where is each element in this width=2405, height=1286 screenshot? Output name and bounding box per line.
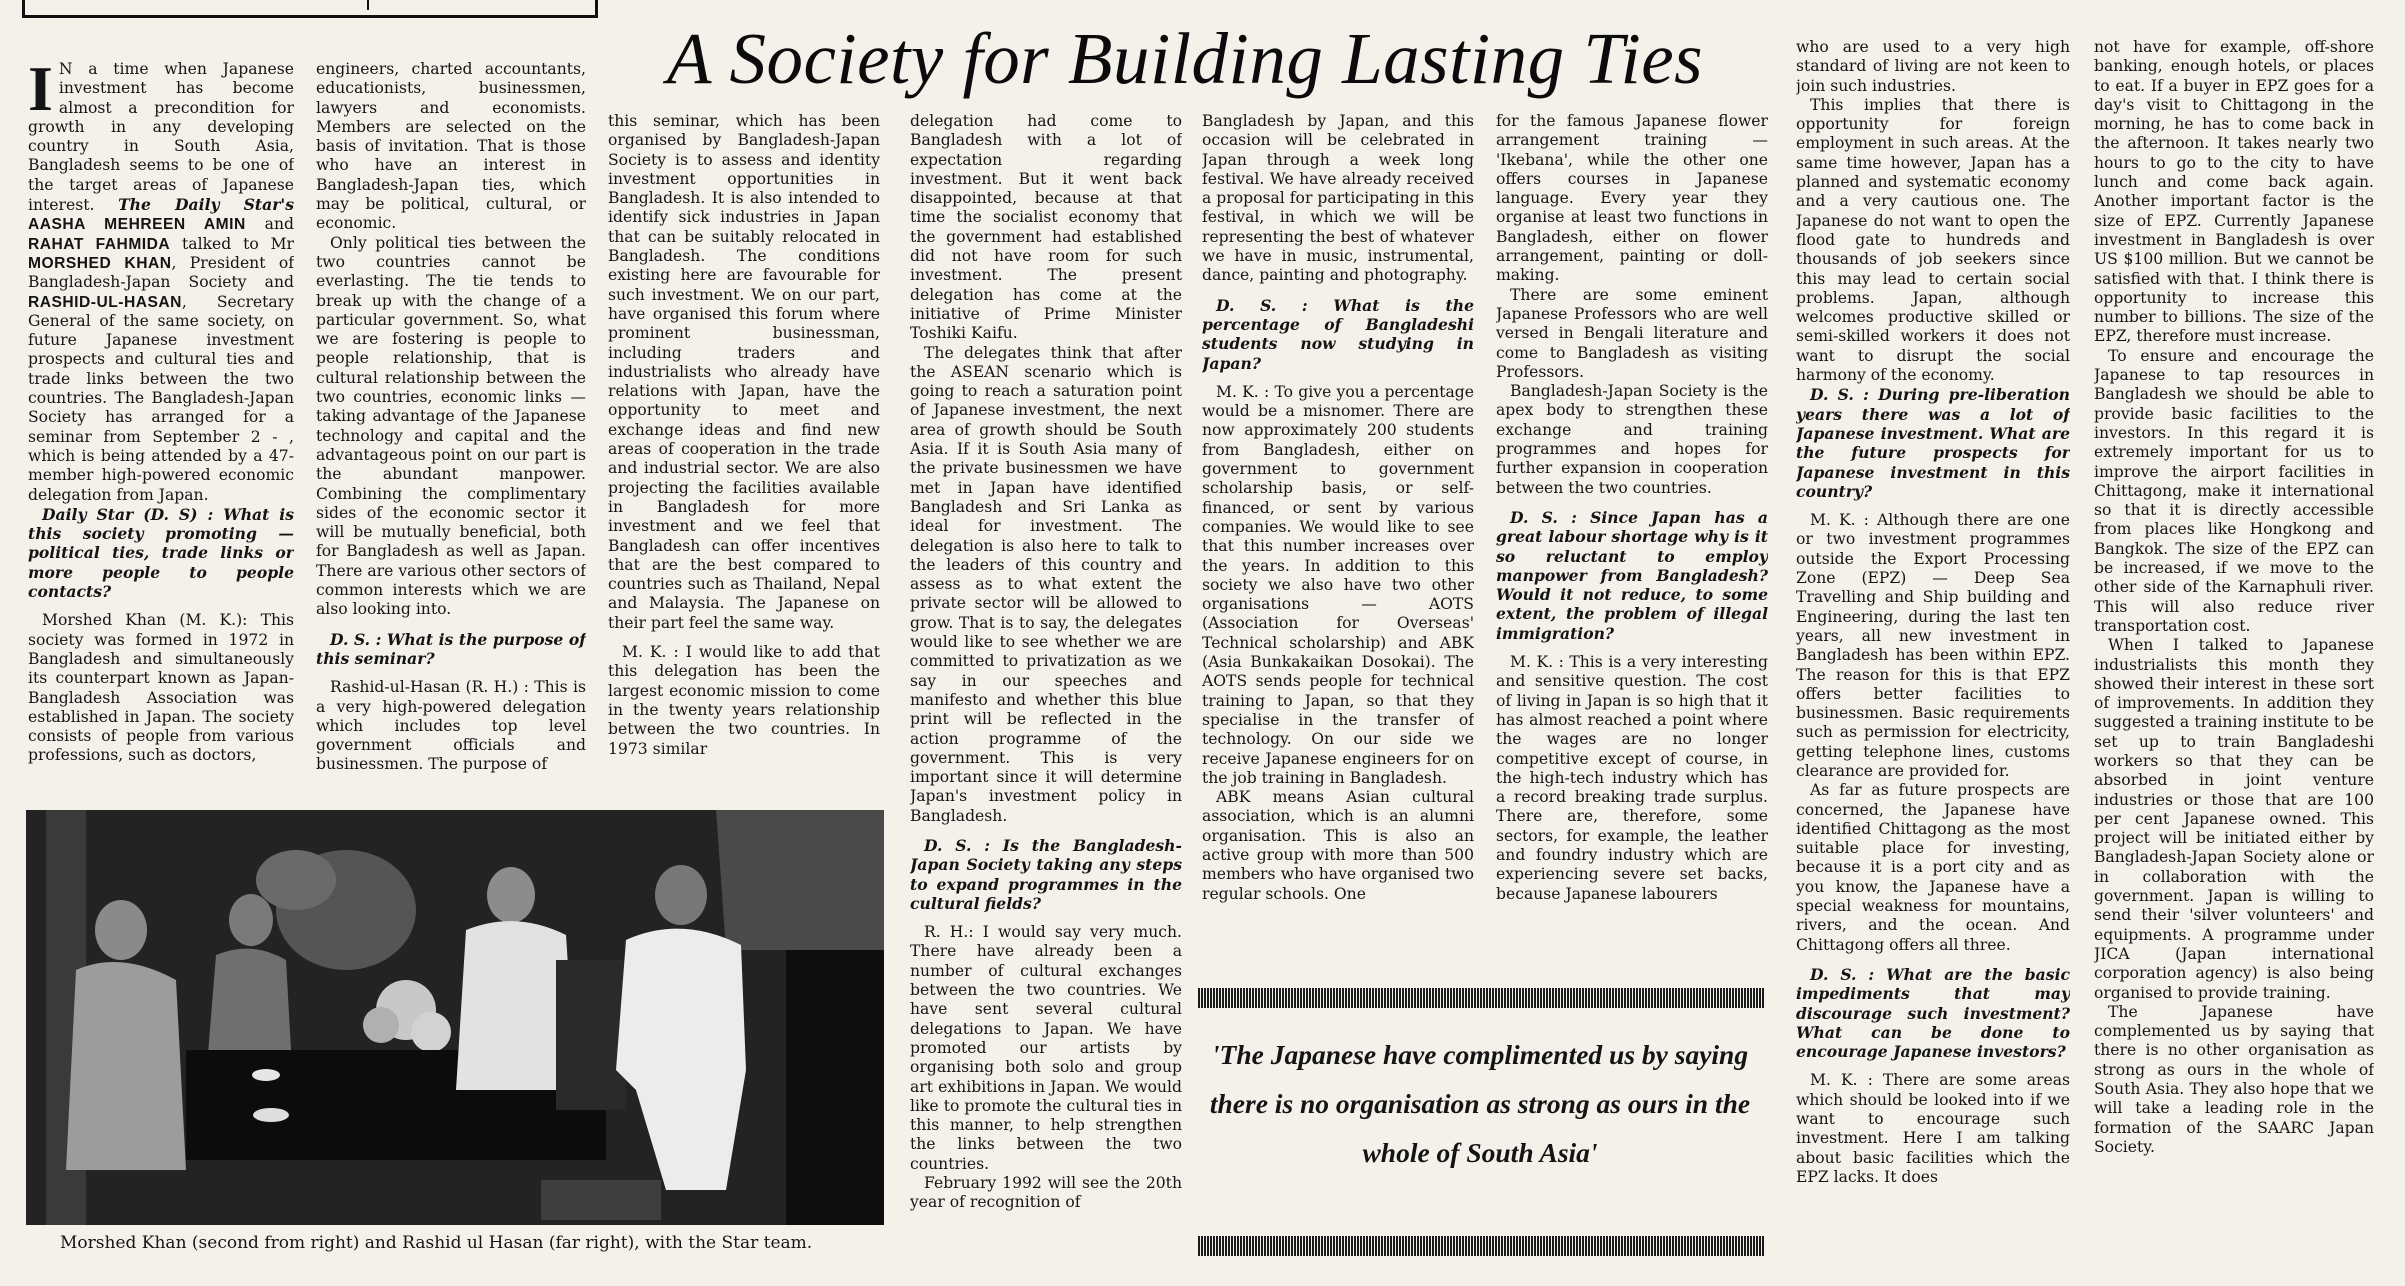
paragraph: ABK means Asian cultural association, which is an alumni organisation. This is also an active group with more than 500 members who have organised two regular schools. One (1202, 788, 1474, 903)
paragraph: this seminar, which has been organised by Bangladesh-Japan Society is to assess and identity investment opportunities in Bangladesh. It is also intended to identify sick industries in Japan that can be suitably relocated in Bangladesh. The conditions existing here are favourable for such investment. We on our part, have organised this forum where prominent businessman, including traders and industrialists who already have relations with Japan, have the opportunity to meet and exchange ideas and find new areas of cooperation in the trade and industrial sector. We are also projecting the facilities available in Bangladesh for more investment and we feel that Bangladesh can offer incentives that are the best compared to countries such as Thailand, Nepal and Malaysia. The Japanese on their part feel the same way. (608, 112, 880, 632)
paragraph: Only political ties between the two countries cannot be everlasting. The tie tends to break up with the change of a particular government. So, what we are fostering is people to people relationship, that is cultural relationship between the two countries, economic links — taking advantage of the Japanese technology and capital and the advantageous point on our part is the abundant manpower. Combining the complimentary sides of the economic sector it will be mutually beneficial, both for Bangladesh as well as Japan. There are various other sectors of common interests which we are also looking into. (316, 233, 586, 619)
interview-answer: Morshed Khan (M. K.): This society was formed in 1972 in Bangladesh and simultaneously its counterpart known as Japan-Bangladesh Association was established in Japan. The society consists of people from various professions, such as doctors, (28, 611, 294, 765)
article-column-4 (910, 112, 1182, 1232)
article-headline: A Society for Building Lasting Ties (666, 18, 1704, 99)
interview-question: Daily Star (D. S) : What is this society promoting — political ties, trade links or more people to people contacts? (28, 504, 294, 602)
interview-question: D. S. : What are the basic impediments that may discourage such investment? What can be done to encourage Japanese investors? (1796, 964, 2070, 1062)
intro-paragraph: I N a time when Japanese investment has become almost a precondition for growth in any developing country in South Asia, Bangladesh seems to be one of the target areas of Japanese interest. The Daily Star's AASHA MEHREEN AMIN and RAHAT FAHMIDA talked to Mr MORSHED KHAN, President of Bangladesh-Japan Society and RASHID-UL-HASAN, Secretary General of the same society, on future Japanese investment prospects and cultural ties and trade links between the two countries. The Bangladesh-Japan Society has arranged for a seminar from September 2 - , which is being attended by a 47-member high-powered economic delegation from Japan. (28, 60, 294, 504)
paragraph: Bangladesh by Japan, and this occasion will be celebrated in Japan through a week long festival. We have already received a proposal for participating in this festival, in which we will be representing the best of whatever we have in music, instrumental, dance, painting and photography. (1202, 112, 1474, 285)
article-column-1 (28, 60, 294, 800)
paragraph: who are used to a very high standard of living are not keen to join such industries. (1796, 38, 2070, 95)
interview-question: D. S. : Since Japan has a great labour shortage why is it so reluctant to employ manpower from Bangladesh? Would it not reduce, to some extent, the problem of illegal immigration? (1496, 507, 1768, 643)
paragraph: engineers, charted accountants, educationists, businessmen, lawyers and economists. Members are selected on the basis of invitation. That is those who have an interest in Bangladesh-Japan ties, which may be political, cultural, or economic. (316, 60, 586, 233)
interview-answer: R. H.: I would say very much. There have already been a number of cultural exchanges between the two countries. We have sent several cultural delegations to Japan. We have promoted our artists by organising both solo and group art exhibitions in Japan. We would like to promote the cultural ties in this manner, to help strengthen the links between the two countries. (910, 923, 1182, 1173)
interview-answer: M. K. : Although there are one or two investment programmes outside the Export Processing Zone (EPZ) — Deep Sea Travelling and Ship building and Engineering, during the last ten years, all new investment in Bangladesh has been within EPZ. The reason for this is that EPZ offers better facilities to businessmen. Basic requirements such as permission for electricity, getting telephone lines, customs clearance are provided for. (1796, 511, 2070, 780)
paragraph: As far as future prospects are concerned, the Japanese have identified Chittagong as the most suitable place for investing, because it is a port city and as you know, the Japanese have a special weakness for mountains, rivers, and the ocean. And Chittagong offers all three. (1796, 781, 2070, 954)
author-name: AASHA MEHREEN AMIN (28, 216, 246, 234)
paragraph: When I talked to Japanese industrialists this month they showed their interest in these sort of improvements. In addition they suggested a training institute to be set up to train Bangladeshi workers so that they can be absorbed in joint venture industries or those that are 100 per cent Japanese owned. This project will be initiated either by Bangladesh-Japan Society alone or in collaboration with the government. Japan is willing to send their 'silver volunteers' and equipments. A programme under JICA (Japan international corporation agency) is also being organised to provide training. (2094, 636, 2374, 1002)
interview-question: D. S. : What is the purpose of this seminar? (316, 629, 586, 668)
drop-cap: I (28, 60, 53, 124)
article-column-6 (1496, 112, 1768, 982)
group-photo (26, 810, 884, 1225)
photo-caption: Morshed Khan (second from right) and Rashid ul Hasan (far right), with the Star team. (60, 1233, 813, 1253)
pull-quote: 'The Japanese have complimented us by saying there is no organisation as strong as ours in the whole of South Asia' (1209, 1039, 1751, 1168)
paragraph: February 1992 will see the 20th year of recognition of (910, 1174, 1182, 1212)
article-column-8 (2094, 38, 2374, 1270)
interview-question: D. S. : What is the percentage of Bangladeshi students now studying in Japan? (1202, 295, 1474, 373)
interview-answer: M. K. : There are some areas which should be looked into if we want to encourage such investment. Here I am talking about basic facilities which the EPZ lacks. It does (1796, 1071, 2070, 1186)
interviewee-name: MORSHED KHAN (28, 254, 172, 272)
article-column-7 (1796, 38, 2070, 1270)
paragraph: not have for example, off-shore banking, enough hotels, or places to eat. If a buyer in EPZ goes for a day's visit to Chittagong in the morning, he has to come back in the afternoon. It takes nearly two hours to go to the city to have lunch and come back again. Another important factor is the size of EPZ. Currently Japanese investment in Bangladesh is over US $100 million. But we cannot be satisfied with that. I think there is opportunity to increase this number to billions. The size of the EPZ, therefore must increase. (2094, 38, 2374, 346)
header-box-ornament (22, 0, 598, 18)
paragraph: for the famous Japanese flower arrangement training — 'Ikebana', while the other one offers courses in Japanese language. Every year they organise at least two functions in Bangladesh, either on flower arrangement, painting or doll-making. (1496, 112, 1768, 285)
paragraph: delegation had come to Bangladesh with a lot of expectation regarding investment. But it went back disappointed, because at that time the socialist economy that the government had established did not have room for such investment. The present delegation has come at the initiative of Prime Minister Toshiki Kaifu. (910, 112, 1182, 343)
paragraph: To ensure and encourage the Japanese to tap resources in Bangladesh we should be able to provide basic facilities to the investors. In this regard it is extremely important for us to improve the airport facilities in Chittagong, make it international so that it is directly accessible from places like Hongkong and Bangkok. The size of the EPZ can be increased, if we move to the other side of the Karnaphuli river. This will also reduce river transportation cost. (2094, 346, 2374, 635)
interview-answer: M. K. : This is a very interesting and sensitive question. The cost of living in Japan is so high that it has almost reached a point where the wages are no longer competitive except of course, in the high-tech industry which has a record breaking trade surplus. There are, therefore, some sectors, for example, the leather and foundry industry which are experiencing severe set backs, because Japanese labourers (1496, 653, 1768, 903)
paragraph: This implies that there is opportunity for foreign employment in such areas. At the same time however, Japan has a planned and systematic economy and a very cautious one. The Japanese do not want to open the flood gate to hundreds and thousands of job seekers since this may lead to certain social problems. Japan, although welcomes productive skilled or semi-skilled workers it does not want to disrupt the social harmony of the economy. (1796, 95, 2070, 385)
interviewee-name: RASHID-UL-HASAN (28, 293, 182, 311)
article-column-5 (1202, 112, 1474, 982)
paragraph: The delegates think that after the ASEAN scenario which is going to reach a saturation point of Japanese investment, the next area of growth should be South Asia. If it is South Asia many of the private businessmen we have met in Japan have identified Bangladesh and Sri Lanka as ideal for investment. The delegation is also here to talk to the leaders of this country and assess as to what extent the private sector will be allowed to grow. That is to say, the delegates would like to see whether we are committed to privatization as we say in our speeches and manifesto and whether this blue print will be reflected in the action programme of the government. This is very important since it will determine Japan's investment policy in Bangladesh. (910, 343, 1182, 825)
paragraph: There are some eminent Japanese Professors who are well versed in Bengali literature and come to Bangladesh as visiting Professors. (1496, 285, 1768, 381)
paragraph: Bangladesh-Japan Society is the apex body to strengthen these exchange and training programmes and hopes for further expansion in cooperation between the two countries. (1496, 382, 1768, 497)
interview-question: D. S. : Is the Bangladesh-Japan Society taking any steps to expand programmes in the cultural fields? (910, 835, 1182, 913)
interview-answer: Rashid-ul-Hasan (R. H.) : This is a very high-powered delegation which includes top level government officials and businessmen. The purpose of (316, 678, 586, 774)
interview-question: D. S. : During pre-liberation years there was a lot of Japanese investment. What are the future prospects for Japanese investment in this country? (1796, 385, 2070, 501)
paragraph: The Japanese have complemented us by saying that there is no other organisation as strong as ours in the whole of South Asia. They also hope that we will take a leading role in the formation of the SAARC Japan Society. (2094, 1002, 2374, 1156)
article-column-2 (316, 60, 586, 800)
author-name: RAHAT FAHMIDA (28, 235, 171, 253)
article-column-3 (608, 112, 880, 802)
header-box-divider (47, 0, 369, 10)
pull-quote-rule-top (1198, 988, 1764, 1008)
interview-answer: M. K. : I would like to add that this delegation has been the largest economic mission to come in the twenty years relationship between the two countries. In 1973 similar (608, 643, 880, 758)
article-photo (26, 810, 884, 1225)
interview-answer: M. K. : To give you a percentage would be a misnomer. There are now approximately 200 students from Bangladesh, either on government to government scholarship basis, or self-financed, or sent by various companies. We would like to see that this number increases over the years. In addition to this society we also have two other organisations — AOTS (Association for Overseas' Technical scholarship) and ABK (Asia Bunkakaikan Dosokai). The AOTS sends people for technical training to Japan, so that they specialise in the transfer of technology. On our side we receive Japanese engineers for on the job training in Bangladesh. (1202, 382, 1474, 787)
pull-quote-rule-bottom (1198, 1236, 1764, 1256)
